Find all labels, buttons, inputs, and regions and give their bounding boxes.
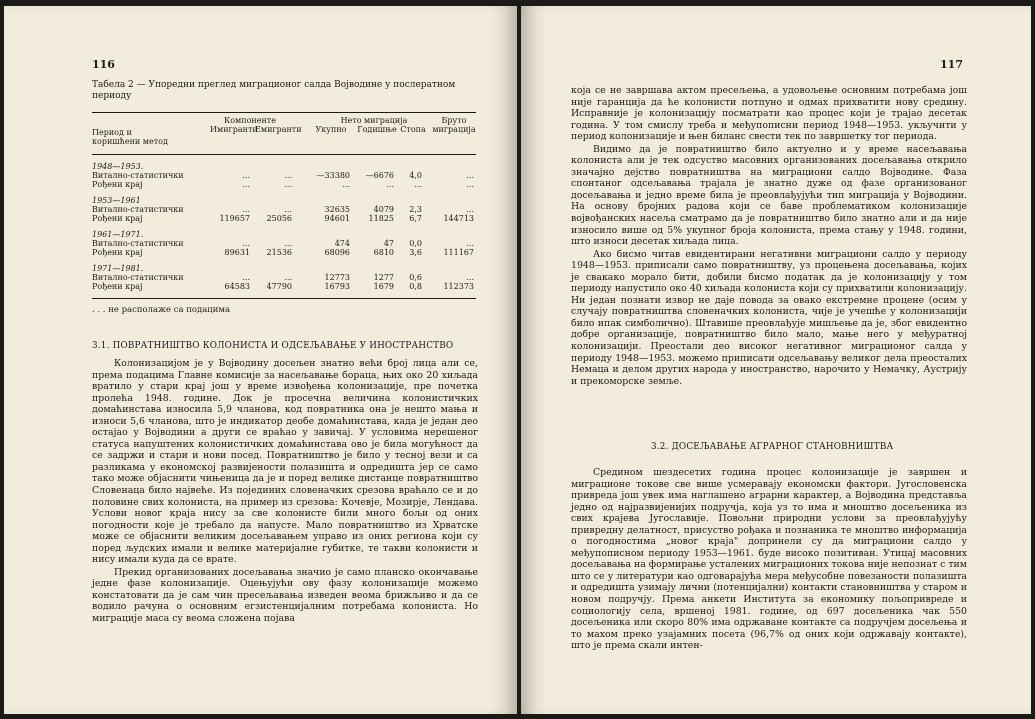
row-period: 1961—1971. xyxy=(92,230,144,239)
header-period-method-text: Период и коришћени метод xyxy=(92,128,168,146)
table-cell: ... xyxy=(284,171,292,180)
row-method-vital: Витално-статистички xyxy=(92,171,184,180)
table-cell: 144713 xyxy=(443,214,474,223)
table-cell: ... xyxy=(242,273,250,282)
table-cell: 1679 xyxy=(373,282,394,291)
table-cell: 6,7 xyxy=(409,214,422,223)
table-cell: ... xyxy=(284,180,292,189)
migration-table xyxy=(92,112,476,312)
section-heading-3-1: 3.1. ПОВРАТНИШТВО КОЛОНИСТА И ОДСЕЉАВАЊЕ У ИНОСТРАНСТВО xyxy=(92,341,454,351)
table-cell: ... xyxy=(284,205,292,214)
table-cell: 6810 xyxy=(373,248,394,257)
row-method-birthplace: Рођени крај xyxy=(92,282,143,291)
row-period: 1971—1981. xyxy=(92,264,144,273)
table-cell: 25056 xyxy=(266,214,292,223)
right-body-text-top xyxy=(571,85,967,387)
table-cell: ... xyxy=(466,180,474,189)
row-method-birthplace: Рођени крај xyxy=(92,214,143,223)
table-cell: 0,8 xyxy=(409,282,422,291)
row-period: 1953—1961 xyxy=(92,196,141,205)
table-cell: 1277 xyxy=(373,273,394,282)
row-method-birthplace: Рођени крај xyxy=(92,180,143,189)
paragraph: Ако бисмо читав евидентирани негативни миграциони салдо у периоду 1948—1953. приписали само повратништву, уз процењена досељавања, којих је свакако морало бити, добили бисмо податак да је колонизацију у том периоду напустило око 40 хиљада колониста који су прихватили колонизацију. Ни један познати извор не даје повода за овако екстремне процене (осим у случају повратништва словеначких колониста, чије је учешће у колонизацији било ипак симболично). Штавише преовлађује мишљење да је, због евидентно добре организације, повратништво било мало, мање него у међуратној колонизацији. Преостали део високог негативног миграционог салда у периоду 1948—1953. можемо приписати одсељавању великог дела преосталих Немаца и делом других народа у иностранство, нарочито у Немачку, Аустрију и прекоморске земље. xyxy=(571,248,967,387)
table-cell: 4,0 xyxy=(409,171,422,180)
table-cell: ... xyxy=(242,205,250,214)
table-cell: ... xyxy=(386,180,394,189)
table-cell: 32635 xyxy=(324,205,350,214)
table-bottom-rule xyxy=(92,298,476,299)
header-immigrants: Имигранти xyxy=(210,125,258,134)
header-components: Компоненте xyxy=(224,116,276,125)
left-body-text xyxy=(92,358,478,625)
page-number-right: 117 xyxy=(940,58,963,71)
right-body-text-bottom xyxy=(571,467,967,652)
table-cell: 4079 xyxy=(373,205,394,214)
header-period-method xyxy=(92,128,182,146)
table-cell: 47 xyxy=(383,239,394,248)
table-cell: ... xyxy=(466,171,474,180)
header-gross-migration: Бруто миграција xyxy=(432,116,476,134)
paragraph: Прекид организованих досељавања значио је само планско окончавање једне фазе колонизације. Оцењујући ову фазу колонизације можемо констатовати да је сам чин пресељавања изведен веома брижљиво и да се водило рачуна о основним егзистенцијалним потребама колониста. Но миграције маса су веома сложена појава xyxy=(92,566,478,625)
page-number-left: 116 xyxy=(92,58,115,71)
table-cell: 89631 xyxy=(224,248,250,257)
row-method-vital: Витално-статистички xyxy=(92,239,184,248)
table-cell: 47790 xyxy=(266,282,292,291)
row-period: 1948—1953. xyxy=(92,162,144,171)
table-cell: 119657 xyxy=(219,214,250,223)
left-page xyxy=(4,6,517,714)
row-method-vital: Витално-статистички xyxy=(92,205,184,214)
table-cell: 3,6 xyxy=(409,248,422,257)
header-emigrants: Емигранти xyxy=(255,125,302,134)
row-method-vital: Витално-статистички xyxy=(92,273,184,282)
table-cell: ... xyxy=(466,273,474,282)
table-cell: ... xyxy=(414,180,422,189)
header-rate: Стопа xyxy=(400,125,426,134)
table-cell: ... xyxy=(242,239,250,248)
table-header-rule xyxy=(92,154,476,155)
paragraph: Видимо да је повратништво било актуелно и у време насељавања колониста али је тек одсуство масовних организованих досељавања открило значајно дејство повратништва на миграциони салдо Војводине. Фаза спонтаног одсељавања трајала је знатно дуже од фазе организованог досељавања и једно време била је преовлађујући тип миграција у Војводини. На основу бројних радова који се баве проблематиком колонизације војвођанских насеља сматрамо да је повратништво било знатно али и да није износило више од 5% укупног броја колониста, према стању у 1948. години, што износи десетак хиљада лица. xyxy=(571,143,967,248)
table-cell: ... xyxy=(342,180,350,189)
table-cell: ... xyxy=(466,239,474,248)
header-annual: Годишње xyxy=(357,125,397,134)
table-caption: Табела 2 — Упоредни преглед миграционог салда Војводине у послератном периоду xyxy=(92,80,456,101)
row-method-birthplace: Рођени крај xyxy=(92,248,143,257)
header-total: Укупно xyxy=(315,125,347,134)
right-page xyxy=(521,6,1031,714)
table-cell: 94601 xyxy=(324,214,350,223)
table-cell: ... xyxy=(242,171,250,180)
table-cell: 11825 xyxy=(368,214,394,223)
table-cell: 64583 xyxy=(224,282,250,291)
table-cell: 474 xyxy=(334,239,350,248)
section-heading-3-2: 3.2. ДОСЕЉАВАЊЕ АГРАРНОГ СТАНОВНИШТВА xyxy=(651,442,894,452)
paragraph: која се не завршава актом пресељења, а удовољење основним потребама још није гаранција да ће колонисти потпуно и одмах прихватити нову средину. Исправније је колонизацију посматрати као процес који је трајао десетак година. У том смислу треба и међупописни период 1948—1953. укључити у период колонизације и њен биланс свести тек по завршетку тог периода. xyxy=(571,85,967,143)
table-cell: 0,0 xyxy=(409,239,422,248)
table-cell: 112373 xyxy=(443,282,474,291)
table-cell: ... xyxy=(466,205,474,214)
table-cell: 16793 xyxy=(324,282,350,291)
table-cell: ... xyxy=(284,239,292,248)
table-cell: 2,3 xyxy=(409,205,422,214)
table-cell: ... xyxy=(242,180,250,189)
table-note: . . . не располаже са подацима xyxy=(92,305,231,315)
paragraph: Колонизацијом је у Војводину досељен знатно већи број лица али се, према подацима Главне комисије за насељавање бораца, њих око 20 хиљада вратило у стари крај још у време извођења колонизације, пре почетка пролећа 1948. године. Док је просечна величина колонистичких домаћинстава износила 5,9 чланова, код повратника она је нешто мања и износи 5,6 чланова, што је индикатор деобе домаћинстава, када је један део остајао у Војводини а други се враћао у завичај. У условима нерешеног статуса напуштених колонистичких домаћинстава ово је била могућност да се задржи и стари и нови посед. Повратништво је било у тесној вези и са разликама у економској развијености полазишта и одредишта јер се само тако може објаснити чињеница да је и поред велике дистанце повратништво Словенаца било највеће. Из појединих словеначких срезова враћало се и до половине свих колониста, на пример из срезова: Кочевје, Мозирје, Лендава. Услови новог краја нису за све колонисте били много бољи од оних погодности које је требало да напусте. Мало повратништво из Хрватске може се објаснити великим досељавањем управо из оних региона који су поред људских имали и велике материјалне губитке, те такви колонисти и нису имали куда да се врате. xyxy=(92,358,478,566)
header-net-migration: Нето миграција xyxy=(340,116,408,125)
table-cell: —33380 xyxy=(316,171,350,180)
table-cell: ... xyxy=(284,273,292,282)
paragraph: Средином шездесетих година процес колонизације је завршен и миграционе токове све више усмеравају економски фактори. Југословенска привреда још увек има наглашено аграрни карактер, а Војводина представља једно од најразвијенијих подручја, која уз то има и мноштво досељеника из свих крајева Југославије. Повољни природни услови за преовлађујућу привредну делатност, присуство рођака и познаника те мноштво информација о погодностима „новог краја" допринели су да миграциони салдо у међупописном периоду 1953—1961. буде високо позитиван. Утицај масовних досељавања на формирање усталених миграционих токова није непознат с тим што се у литератури као одговарајућа мера међусобне повезаности полазишта и одредишта узимају лични (потенцијални) контакти становништва у старом и новом подручју. Према анкети Института за економику пољопривреде и социологију села, вршеној 1981. године, од 697 досељеника чак 550 досељеника или скоро 80% има одржаване контакте са подручјем досељења и то махом преко узајамних посета (96,7% од оних који одржавају контакте), што је према скали интен- xyxy=(571,467,967,652)
table-cell: —6676 xyxy=(365,171,394,180)
table-cell: 111167 xyxy=(443,248,474,257)
table-cell: 0,6 xyxy=(409,273,422,282)
table-top-rule xyxy=(92,112,476,113)
table-cell: 12773 xyxy=(324,273,350,282)
table-cell: 21536 xyxy=(266,248,292,257)
table-cell: 68096 xyxy=(324,248,350,257)
